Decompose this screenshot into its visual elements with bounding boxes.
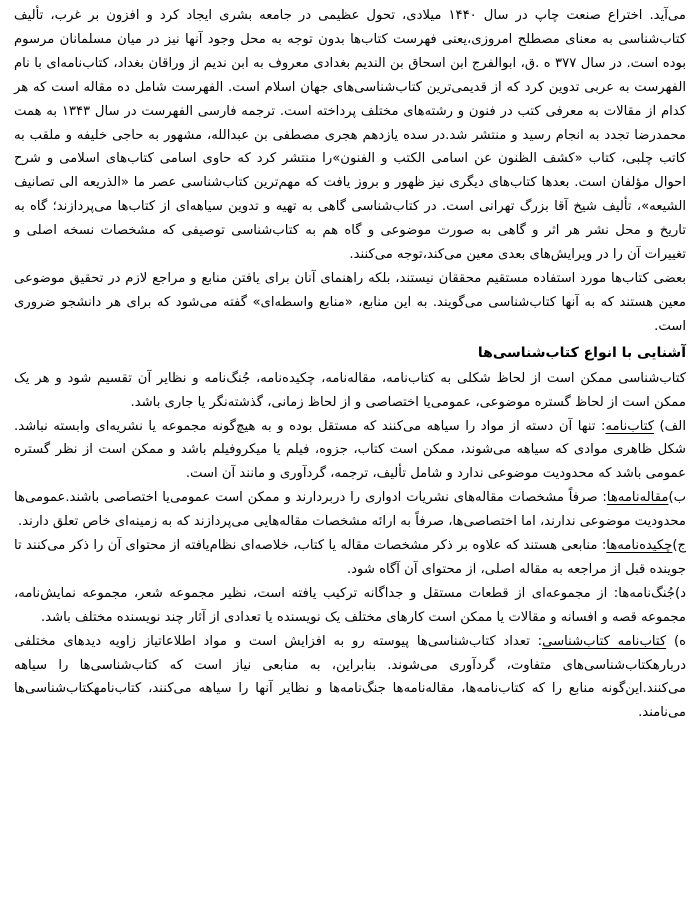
type-item-prefix: ب) [668, 490, 686, 506]
type-item-text: : تعداد کتاب‌شناسی‌ها پیوسته رو به افزایش است و مواد اطلاعاتیاز زاویه دیدهای مختلفی دربارهکتاب‌شناسی‌های متفاوت، گردآوری می‌شوند. بنابراین، به منابعی نیاز است که کتاب‌شناسی‌ها را سیاهه می‌کنند.این‌گونه منابع را که کتاب‌نامه‌ها، مقاله‌نامه‌ها جنگ‌نامه‌ها و نظایر آنها را سیاهه می‌کنند، کتاب‌نامهکتاب‌شناسی‌ها می‌نامند. [14, 633, 686, 721]
type-item-text: : صرفاً مشخصات مقاله‌های نشریات ادواری را دربردارند و ممکن است عمومی‌یا اختصاصی باشند.عمومی‌ها محدودیت موضوعی ندارند، اما اختصاصی‌ها، صرفاً به ارائه مشخصات مقاله‌هایی می‌پردازند که به زمینه‌ای خاص تعلق دارند. [14, 490, 686, 530]
type-item-prefix: ج) [672, 538, 686, 554]
type-item-abstracts [14, 534, 686, 582]
type-item-anthologies [14, 582, 686, 630]
type-item-prefix: د) [674, 585, 686, 601]
type-item-term: کتاب‌نامه [605, 418, 654, 434]
type-item-prefix: ه) [666, 633, 687, 649]
type-item-text: جُنگ‌نامه‌ها: از مجموعه‌ای از قطعات مستقل و جداگانه ترکیب یافته است، نظیر مجموعه شعر، مجموعه نمایش‌نامه، مجموعه قصه و افسانه و مقالات یا ممکن است کارهای مختلف یک نویسنده یا تعدادی از آثار چند نویسنده مختلف باشد. [14, 585, 686, 625]
section-intro-paragraph: کتاب‌شناسی ممکن است از لحاظ شکلی به کتاب‌نامه، مقاله‌نامه، چکیده‌نامه، جُنگ‌نامه و نظایر آن تقسیم شود و هر یک ممکن است از لحاظ گستره موضوعی، عمومی‌یا اختصاصی و از لحاظ زمانی، گذشته‌نگر یا جاری باشد. [14, 370, 686, 410]
type-item-article-indexes [14, 486, 686, 534]
type-item-bibliography-of-bibliographies [14, 630, 686, 726]
type-item-bibliographies [14, 415, 686, 487]
type-item-text: : منابعی هستند که علاوه بر ذکر مشخصات مقاله یا کتاب، خلاصه‌ای نظام‌یافته از محتوای آن را ذکر می‌کنند تا جوینده قبل از مراجعه به مقاله اصلی، از محتوای آن آگاه شود. [14, 538, 686, 577]
type-item-term: مقاله‌نامه‌ها [606, 490, 669, 506]
type-item-prefix: الف) [653, 418, 686, 434]
intro-paragraph-history: می‌آید. اختراع صنعت چاپ در سال ۱۴۴۰ میلادی، تحول عظیمی در جامعه بشری ایجاد کرد و افزون بر غرب، تألیف کتاب‌شناسی به معنای مصطلح امروزی،یعنی فهرست کتاب‌ها بدون توجه به محل وجود آنها نیز در میان مسلمانان مرسوم بوده است. در سال ۳۷۷ ه .ق، ابوالفرج ابن اسحاق بن الندیم بغدادی معروف به ابن ندیم از وراقان بغداد، کتاب‌نامه‌ای با نام الفهرست به عربی تدوین کرد که از قدیمی‌ترین کتاب‌شناسی‌های جهان اسلام است. الفهرست شامل ده مقاله است که هر کدام از مقالات به معرفی کتب در فنون و رشته‌های مختلف پرداخته است. ترجمه فارسی الفهرست در سال ۱۳۴۳ به همت محمدرضا تجدد به انجام رسید و منتشر شد.در سده یازدهم هجری مصطفی بن عبدالله، مشهور به حاجی خلیفه و ملقب به کاتب چلبی، کتاب «کشف الظنون عن اسامی الکتب و الفنون»را منتشر کرد که حاوی اسامی کتاب‌های اسلامی و شرح احوال مؤلفان است. بعدها کتاب‌های دیگری نیز ظهور و بروز یافت که مهم‌ترین کتاب‌شناسی عصر ما «الذریعه الی تصانیف الشیعه»، تألیف شیخ آقا بزرگ تهرانی است. در کتاب‌شناسی گاهی به تهیه و تدوین سیاهه‌ای از کتاب‌ها می‌پردازند؛ گاه به تاریخ و محل نشر هر اثر و گاهی به صورت موضوعی و گاه هم به کتاب‌شناسی توصیفی که مشخصات نسخه اصلی و تغییرات آن را در ویرایش‌های بعدی معین می‌کند،توجه می‌کنند. [14, 8, 687, 263]
type-item-text: : تنها آن دسته از مواد را سیاهه می‌کنند که مستقل بوده و به هیچ‌گونه مجموعه یا نشریه‌ای وابسته نباشد. شکل ظاهری موادی که سیاهه می‌شوند، ممکن است کتاب، جزوه، فیلم یا میکروفیلم باشد و ممکن است از نظر گستره عمومی باشد که محدودیت موضوعی ندارد و شامل تألیف، ترجمه، گردآوری و مانند آن است. [14, 418, 686, 482]
intro-paragraph-intermediary-sources: بعضی کتاب‌ها مورد استفاده مستقیم محققان نیستند، بلکه راهنمای آنان برای یافتن منابع و مراجع لازم در تحقیق موضوعی معین هستند که به آنها کتاب‌شناسی می‌گویند. به این منابع، «منابع واسطه‌ای» گفته می‌شود که برای هر دانشجو ضروری است. [14, 270, 686, 334]
type-item-term: چکیده‌نامه‌ها [606, 538, 673, 554]
section-heading: آشنایی با انواع کتاب‌شناسی‌ها [477, 344, 686, 361]
type-item-term: کتاب‌نامه کتاب‌شناسی [542, 633, 667, 649]
